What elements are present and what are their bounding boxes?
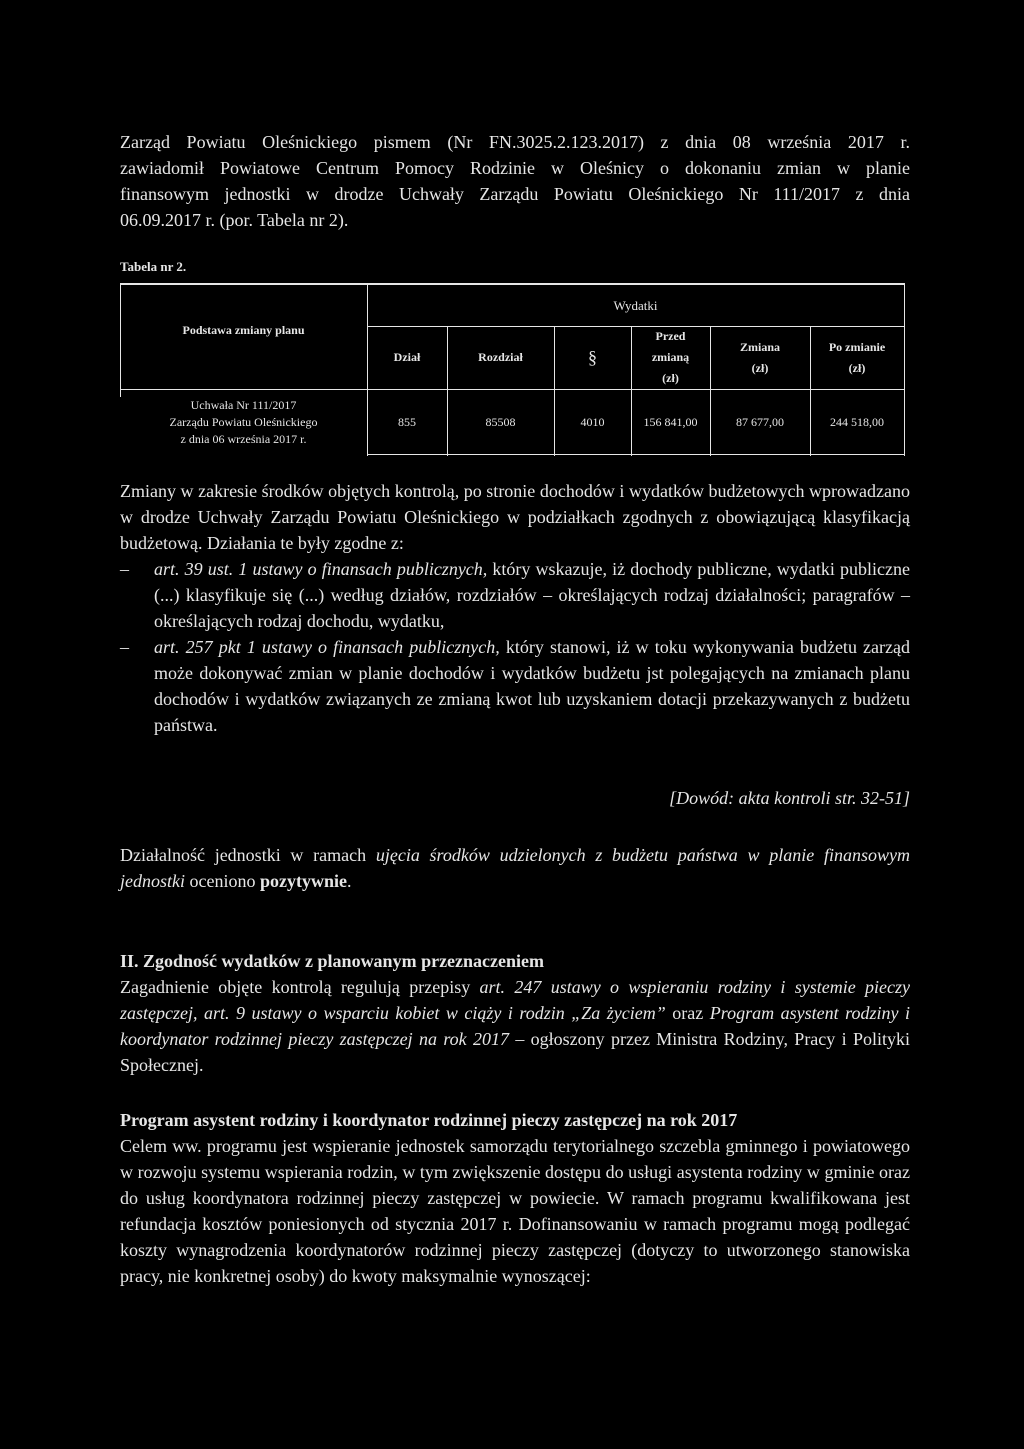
row-basis: [120, 391, 367, 454]
section-text: – ogłoszony przez Ministra Rodziny, Pracy i Polityki Społecznej.: [120, 1029, 910, 1075]
cell-after: 244 518,00: [830, 415, 884, 429]
header-before: [631, 326, 710, 389]
header-paragraf: §: [588, 347, 597, 367]
header-change-l2: (zł): [751, 360, 769, 375]
intro-paragraph: [120, 129, 910, 233]
assessment-text: oceniono: [185, 871, 260, 891]
table-border: [120, 389, 905, 390]
cell-before: 156 841,00: [643, 415, 698, 429]
assessment-result: pozytywnie: [259, 871, 347, 891]
assessment-text: Działalność jednostki w ramach: [120, 845, 376, 865]
budget-table: [120, 283, 905, 456]
changes-text: Zmiany w zakresie środków objętych kontrolą, po stronie dochodów i wydatków budżetowych wprowadzano w drodze Uchwały Zarządu Powiatu Oleśnickiego w podziałkach zgodnych z obowiązującą klasyfikacją budżetową. Działania te były zgodne z:: [120, 481, 910, 553]
header-before-l3: (zł): [662, 371, 679, 385]
intro-line-2: zawiadomił Powiatowe Centrum Pomocy Rodzinie w Oleśnicy o dokonaniu zmian w planie: [120, 158, 910, 178]
bullet-ref: art. 257 pkt 1 ustawy o finansach publicznych,: [154, 637, 500, 657]
bullet-art-39: [120, 556, 910, 634]
program-heading: Program asystent rodziny i koordynator rodzinnej pieczy zastępczej na rok 2017: [120, 1110, 738, 1130]
header-dzial: Dział: [393, 350, 421, 364]
cell-change: 87 677,00: [736, 415, 784, 429]
bullet-art-257: [120, 634, 910, 738]
header-before-l2: zmianą: [651, 350, 690, 364]
assessment-text: .: [346, 871, 352, 891]
bullet-text: który wskazuje, iż dochody publiczne, wydatki publiczne (...) klasyfikuje się (...) według działów, rozdziałów – określających rodzaj działalności; paragrafów – określających rodzaj dochodu, wydatku,: [154, 559, 910, 631]
header-wydatki: Wydatki: [613, 298, 658, 313]
section-title: Zgodność wydatków z planowanym przeznaczeniem: [143, 951, 545, 971]
section-2-heading: [120, 948, 910, 974]
table-border: [904, 285, 905, 456]
header-after-l2: (zł): [848, 360, 866, 375]
cell-paragraf: 4010: [580, 415, 605, 429]
table-caption: Tabela nr 2.: [120, 259, 187, 274]
section-legal-ref: art. 247 ustawy o wspieraniu rodziny i systemie pieczy zastępczej, art. 9 ustawy o wsparciu kobiet w ciąży i rodzin „Za życiem”: [120, 977, 910, 1023]
row-basis-l2: Zarządu Powiatu Oleśnickiego: [169, 415, 318, 429]
assessment-paragraph: [120, 842, 910, 894]
cell-dzial: 855: [398, 415, 416, 429]
section-text: oraz: [665, 1003, 710, 1023]
header-change-l1: Zmiana: [739, 339, 780, 354]
bullet-ref: art. 39 ust. 1 ustawy o finansach publicznych,: [154, 559, 488, 579]
evidence-note: [Dowód: akta kontroli str. 32-51]: [669, 788, 910, 808]
header-after-l1: Po zmianie: [828, 339, 886, 354]
header-rozdzial: Rozdział: [478, 350, 523, 364]
section-program-ref: Program asystent rodziny i koordynator rodzinnej pieczy zastępczej na rok 2017: [120, 1003, 910, 1049]
section-text: Zagadnienie objęte kontrolą regulują przepisy: [120, 977, 480, 997]
row-basis-l3: z dnia 06 września 2017 r.: [180, 432, 307, 446]
intro-line-3: finansowym jednostki w drodze Uchwały Zarządu Powiatu Oleśnickiego Nr 111/2017 z dnia: [120, 184, 910, 204]
bullet-text: który stanowi, iż w toku wykonywania budżetu zarząd może dokonywać zmian w planie dochodów i wydatków budżetu jst polegających na zmianach planu dochodów i wydatków związanych ze zmianą kwot lub uzyskaniem dotacji przekazywanych z budżetu państwa.: [154, 637, 910, 735]
program-paragraph: Celem ww. programu jest wspieranie jednostek samorządu terytorialnego szczebla gminnego i powiatowego w rozwoju systemu wspierania rodzin, w tym zwiększenie dostępu do usługi asystenta rodziny w gminie oraz do usług koordynatora rodzinnej pieczy zastępczej w powiecie. W ramach programu kwalifikowana jest refundacja kosztów poniesionych od stycznia 2017 r. Dofinansowaniu w ramach programu mogą podlegać koszty wynagrodzenia koordynatorów rodzinnej pieczy zastępczej (dotyczy to utworzonego stanowiska pracy, nie konkretnej osoby) do kwoty maksymalnie wynoszącej:: [120, 1136, 910, 1286]
bullet-dash: –: [120, 559, 129, 579]
intro-line-4: 06.09.2017 r. (por. Tabela nr 2).: [120, 210, 349, 230]
section-2-paragraph: [120, 974, 910, 1078]
header-before-l1: Przed: [655, 329, 686, 343]
table-border: [367, 454, 904, 455]
section-number: II.: [120, 951, 139, 971]
cell-rozdzial: 85508: [485, 415, 516, 429]
row-basis-l1: Uchwała Nr 111/2017: [190, 398, 297, 412]
assessment-scope: ujęcia środków udzielonych z budżetu państwa w planie finansowym jednostki: [120, 845, 910, 891]
header-basis: Podstawa zmiany planu: [182, 322, 305, 337]
changes-paragraph: [120, 478, 910, 738]
header-after: [810, 326, 904, 389]
header-change: [710, 326, 810, 389]
intro-line-1: Zarząd Powiatu Oleśnickiego pismem (Nr FN.3025.2.123.2017) z dnia 08 września 2017 r.: [120, 132, 910, 152]
bullet-dash: –: [120, 637, 129, 657]
